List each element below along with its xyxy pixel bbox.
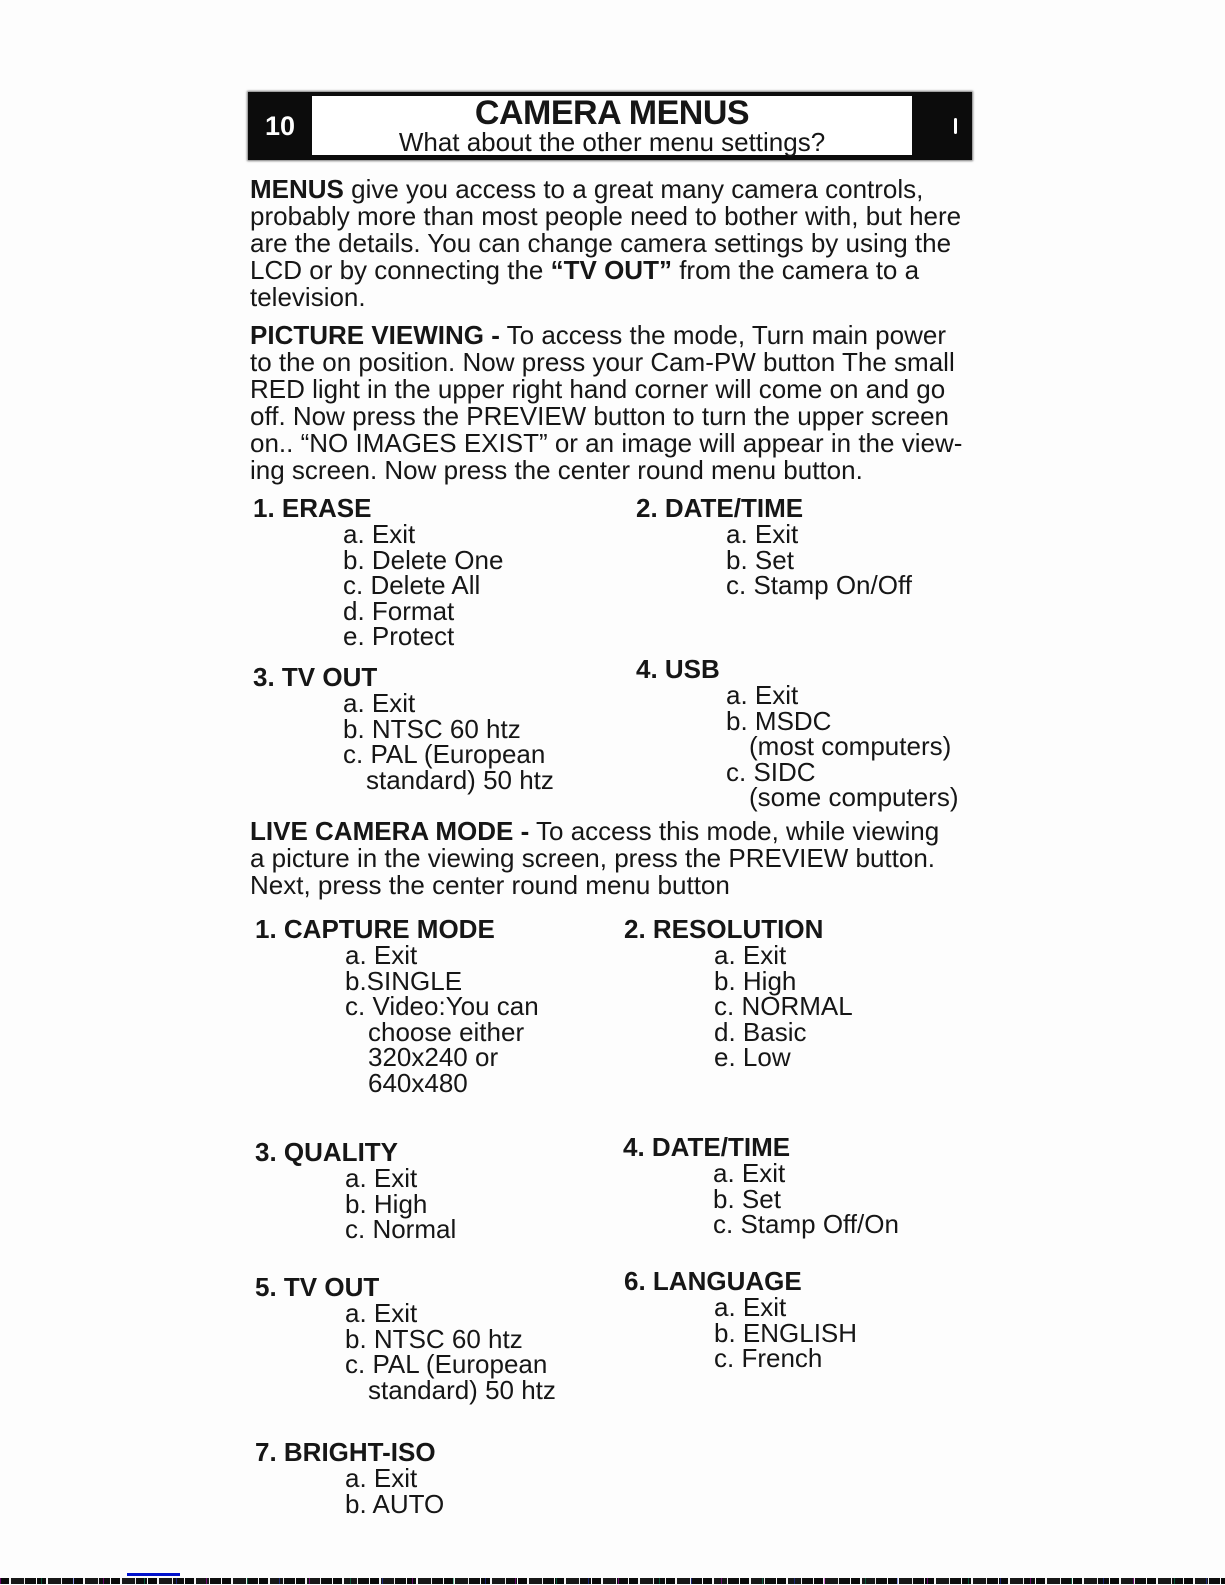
text-line: off. Now press the PREVIEW button to turn the upper screen xyxy=(250,401,949,431)
menu-item: c. Video:You can xyxy=(345,991,539,1021)
menu-item: standard) 50 htz xyxy=(366,764,554,795)
scan-artifact-noise-bar xyxy=(0,1578,1225,1584)
menu-section-tv-out-2 xyxy=(255,1274,556,1403)
menu-items xyxy=(255,1298,556,1405)
text-line xyxy=(250,818,995,845)
menu-item: b. NTSC 60 htz xyxy=(345,1323,523,1354)
scan-artifact-blue-line xyxy=(127,1573,180,1576)
menu-item: c. PAL (European xyxy=(343,739,546,769)
menu-item: c. Delete All xyxy=(343,570,481,600)
menu-item: a. Exit xyxy=(714,1292,787,1322)
text-line xyxy=(250,176,995,203)
menu-item: a. Exit xyxy=(726,519,799,549)
text-line xyxy=(250,322,995,349)
text-line: to the on position. Now press your Cam-PW button The small xyxy=(250,347,955,377)
text-line: Next, press the center round menu button xyxy=(250,870,730,900)
menu-items xyxy=(636,519,912,600)
menu-section-title: 1. CAPTURE MODE xyxy=(255,914,495,944)
menu-items xyxy=(253,519,504,651)
menu-section-title: 2. DATE/TIME xyxy=(636,493,804,523)
text-run: To access this mode, while viewing xyxy=(529,816,940,846)
bold-lead: MENUS xyxy=(250,174,344,204)
header-title-box xyxy=(312,96,912,155)
menu-item: (most computers) xyxy=(749,731,952,761)
text-line xyxy=(250,257,995,284)
page-title: CAMERA MENUS xyxy=(474,94,750,132)
menu-section-resolution xyxy=(624,916,853,1071)
menu-section-title: 6. LANGUAGE xyxy=(624,1266,802,1296)
menu-item: standard) 50 htz xyxy=(368,1374,556,1405)
bold-lead: LIVE CAMERA MODE - xyxy=(250,816,530,846)
menu-item: a. Exit xyxy=(714,940,787,970)
menu-section-date-time-2 xyxy=(623,1134,899,1238)
text-run: from the camera to a xyxy=(671,255,920,285)
menu-item: c. Normal xyxy=(345,1214,457,1244)
menu-section-date-time-1 xyxy=(636,495,912,599)
menu-item: d. Format xyxy=(343,595,455,626)
menu-section-erase xyxy=(253,495,503,650)
menu-item: 320x240 or xyxy=(368,1042,499,1072)
menu-item: b. ENGLISH xyxy=(714,1317,858,1348)
bold-run: “TV OUT” xyxy=(550,255,672,285)
menu-section-title: 2. RESOLUTION xyxy=(624,914,824,944)
menu-section-title: 4. DATE/TIME xyxy=(623,1132,791,1162)
menu-item: b. MSDC xyxy=(726,705,832,736)
menu-section-quality xyxy=(255,1139,456,1243)
menu-item: 640x480 xyxy=(368,1067,468,1098)
paragraph-picture-viewing xyxy=(250,322,995,484)
menu-item: d. Basic xyxy=(714,1016,807,1047)
menu-section-title: 4. USB xyxy=(636,654,720,684)
menu-items xyxy=(253,688,554,795)
page-subtitle: What about the other menu settings? xyxy=(398,127,826,157)
header-scan-mark xyxy=(954,118,957,134)
menu-items xyxy=(624,1292,858,1373)
menu-item: a. Exit xyxy=(345,1298,418,1328)
menu-item: b. AUTO xyxy=(345,1488,445,1519)
text-run: give you access to a great many camera controls, xyxy=(343,174,924,204)
text-line: television. xyxy=(250,282,366,312)
menu-item: b. NTSC 60 htz xyxy=(343,713,521,744)
menu-item: choose either xyxy=(368,1016,525,1047)
menu-item: b.SINGLE xyxy=(345,965,463,996)
text-run: To access the mode, Turn main power xyxy=(499,320,946,350)
menu-item: b. Set xyxy=(726,544,794,575)
menu-items xyxy=(623,1158,899,1239)
menu-items xyxy=(624,940,853,1072)
text-line: probably more than most people need to bother with, but here xyxy=(250,201,962,231)
menu-item: e. Low xyxy=(714,1042,791,1072)
menu-item: c. SIDC xyxy=(726,756,816,787)
bold-lead: PICTURE VIEWING - xyxy=(250,320,500,350)
paragraph-live-camera xyxy=(250,818,995,899)
menu-item: a. Exit xyxy=(345,940,418,970)
page-number: 10 xyxy=(264,110,296,141)
menu-section-title: 5. TV OUT xyxy=(255,1272,380,1302)
menu-section-usb xyxy=(636,656,959,811)
text-line: ing screen. Now press the center round menu button. xyxy=(250,455,863,485)
menu-item: b. High xyxy=(714,965,797,996)
menu-item: a. Exit xyxy=(343,519,416,549)
menu-item: (some computers) xyxy=(749,782,959,812)
menu-item: a. Exit xyxy=(345,1463,418,1493)
menu-section-title: 3. TV OUT xyxy=(253,662,378,692)
text-line: on.. “NO IMAGES EXIST” or an image will appear in the view- xyxy=(250,428,963,458)
menu-items xyxy=(636,680,959,812)
text-line: RED light in the upper right hand corner will come on and go xyxy=(250,374,946,404)
menu-section-title: 7. BRIGHT-ISO xyxy=(255,1437,436,1467)
menu-items xyxy=(255,1163,457,1244)
text-run: LCD or by connecting the xyxy=(250,255,551,285)
menu-item: c. NORMAL xyxy=(714,991,853,1021)
menu-item: b. Set xyxy=(713,1183,781,1214)
menu-item: a. Exit xyxy=(713,1158,786,1188)
menu-section-language xyxy=(624,1268,857,1372)
page-header-bar xyxy=(248,92,972,160)
menu-item: b. High xyxy=(345,1188,428,1219)
menu-section-capture-mode xyxy=(255,916,539,1096)
menu-section-bright-iso xyxy=(255,1439,444,1517)
menu-item: a. Exit xyxy=(345,1163,418,1193)
text-line: a picture in the viewing screen, press the PREVIEW button. xyxy=(250,843,936,873)
paragraph-menus xyxy=(250,176,995,311)
menu-item: c. Stamp Off/On xyxy=(713,1209,899,1239)
menu-item: c. Stamp On/Off xyxy=(726,570,912,600)
menu-item: c. French xyxy=(714,1343,823,1373)
menu-item: a. Exit xyxy=(343,688,416,718)
menu-section-tv-out-1 xyxy=(253,664,554,793)
menu-section-title: 1. ERASE xyxy=(253,493,372,523)
menu-items xyxy=(255,940,539,1098)
menu-item: b. Delete One xyxy=(343,544,504,575)
menu-item: a. Exit xyxy=(726,680,799,710)
menu-items xyxy=(255,1463,445,1519)
text-line: are the details. You can change camera settings by using the xyxy=(250,228,952,258)
menu-section-title: 3. QUALITY xyxy=(255,1137,399,1167)
menu-item: c. PAL (European xyxy=(345,1349,548,1379)
menu-item: e. Protect xyxy=(343,621,455,651)
